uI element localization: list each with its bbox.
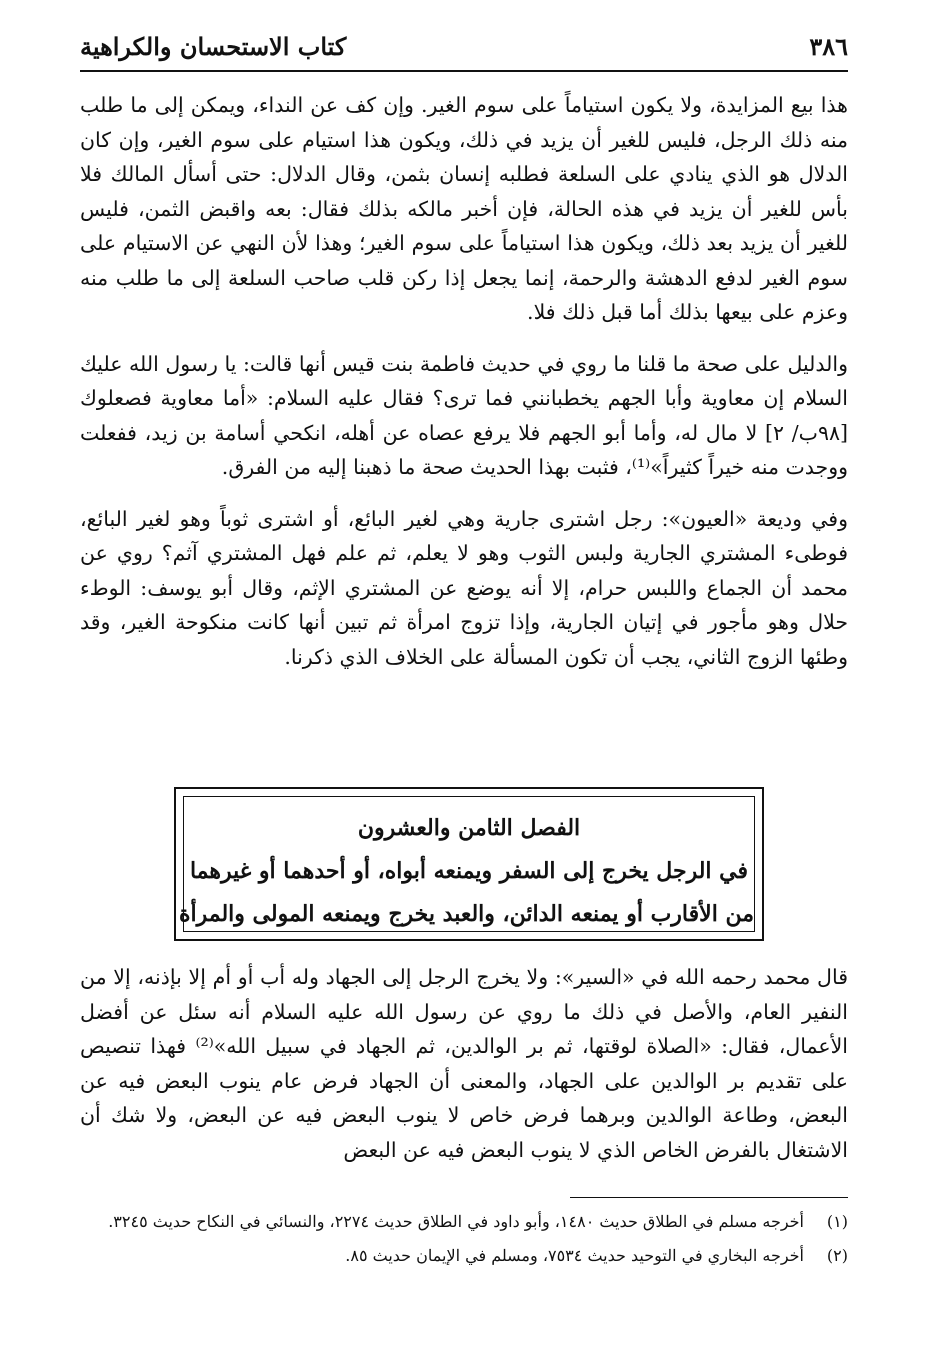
paragraph: وفي وديعة «العيون»: رجل اشترى جارية وهي لغير البائع، أو اشترى ثوباً وهو لغير البائع، فوطىء المشتري الجارية ولبس الثوب وهو لا يعلم، ثم علم فهل المشتري آثم؟ روي عن محمد أن الجماع واللبس حرام، إلا أنه يوضع عن المشتري الإثم، وقال أبو يوسف: الوطء حلال وهو مأجور في إتيان الجارية، وإذا تزوج امرأة ثم تبين أنها كانت منكوحة الغير، وقد وطئها الزوج الثاني، يجب أن تكون المسألة على الخلاف الذي ذكرنا. — [80, 506, 848, 669]
paragraph: والدليل على صحة ما قلنا ما روي في حديث فاطمة بنت قيس أنها قالت: يا رسول الله عليك السلام إن معاوية وأبا الجهم يخطبانني فما ترى؟ فقال عليه السلام: «أما معاوية فصعلوك [٩٨ب/ ٢] لا مال له، وأما أبو الجهم فلا يرفع عصاه عن أهله، انكحي أسامة بن زيد، ففعلت ووجدت منه خيراً كثيراً»⁽¹⁾، فثبت بهذا الحديث صحة ما ذهبنا إليه من الفرق. — [80, 351, 848, 479]
paragraph: هذا بيع المزايدة، ولا يكون استياماً على سوم الغير. وإن كف عن النداء، ويمكن إلى ما طلب منه ذلك الرجل، فليس للغير أن يزيد في ذلك، ويكون هذا استيام على سوم الغير، وإن كان الدلال هو الذي ينادي على السلعة فطلبه إنسان بثمن، وقال الدلال: حتى أسأل المالك فلا بأس للغير أن يزيد في هذه الحالة، فإن أخبر مالكه بذلك فقال: بعه واقبض الثمن، فليس للغير أن يزيد بعد ذلك، ويكون هذا استياماً على سوم الغير؛ وهذا لأن النهي عن الاستيام على سوم الغير لدفع الدهشة والرحمة، إنما يجعل إذا ركن قلب صاحب السلعة إلى ما طلب منه وعزم على بيعها بذلك أما قبل ذلك فلا. — [80, 93, 848, 324]
footnote-text: أخرجه البخاري في التوحيد حديث ٧٥٣٤، ومسلم في الإيمان حديث ٨٥. — [345, 1246, 804, 1265]
footnote — [80, 1242, 848, 1270]
footnote-number: (١) — [826, 1212, 848, 1231]
running-title: كتاب الاستحسان والكراهية — [80, 32, 347, 61]
footnote-number: (٢) — [826, 1246, 848, 1265]
chapter-heading — [178, 796, 755, 932]
text-block-top — [80, 88, 848, 691]
footnote-divider — [570, 1197, 848, 1198]
chapter-title: الفصل الثامن والعشرون — [357, 815, 581, 841]
page-header — [80, 30, 848, 72]
paragraph: قال محمد رحمه الله في «السير»: ولا يخرج الرجل إلى الجهاد وله أب أو أم إلا بإذنه، إلا من النفير العام، والأصل في ذلك ما روي عن رسول الله عليه السلام أنه سئل عن أفضل الأعمال، فقال: «الصلاة لوقتها، ثم بر الوالدين، ثم الجهاد في سبيل الله»⁽²⁾ فهذا تنصيص على تقديم بر الوالدين على الجهاد، والمعنى أن الجهاد فرض عام ينوب البعض فيه عن البعض، وطاعة الوالدين وبرهما فرض خاص لا ينوب البعض فيه عن البعض، ولا شك أن الاشتغال بالفرض الخاص الذي لا ينوب البعض فيه عن البعض — [80, 965, 848, 1162]
text-block-bottom — [80, 960, 848, 1184]
chapter-subtitle-line: من الأقارب أو يمنعه الدائن، والعبد يخرج ويمنعه المولى والمرأة — [178, 901, 754, 927]
footnote-text: أخرجه مسلم في الطلاق حديث ١٤٨٠، وأبو داود في الطلاق حديث ٢٢٧٤، والنسائي في النكاح حديث ٣٢٤٥. — [108, 1212, 804, 1231]
page-number: ٣٨٦ — [809, 32, 848, 61]
footnotes — [80, 1208, 848, 1276]
chapter-subtitle-line: في الرجل يخرج إلى السفر ويمنعه أبواه، أو أحدهما أو غيرهما — [189, 858, 749, 884]
chapter-heading-frame — [174, 787, 764, 941]
footnote — [80, 1208, 848, 1236]
